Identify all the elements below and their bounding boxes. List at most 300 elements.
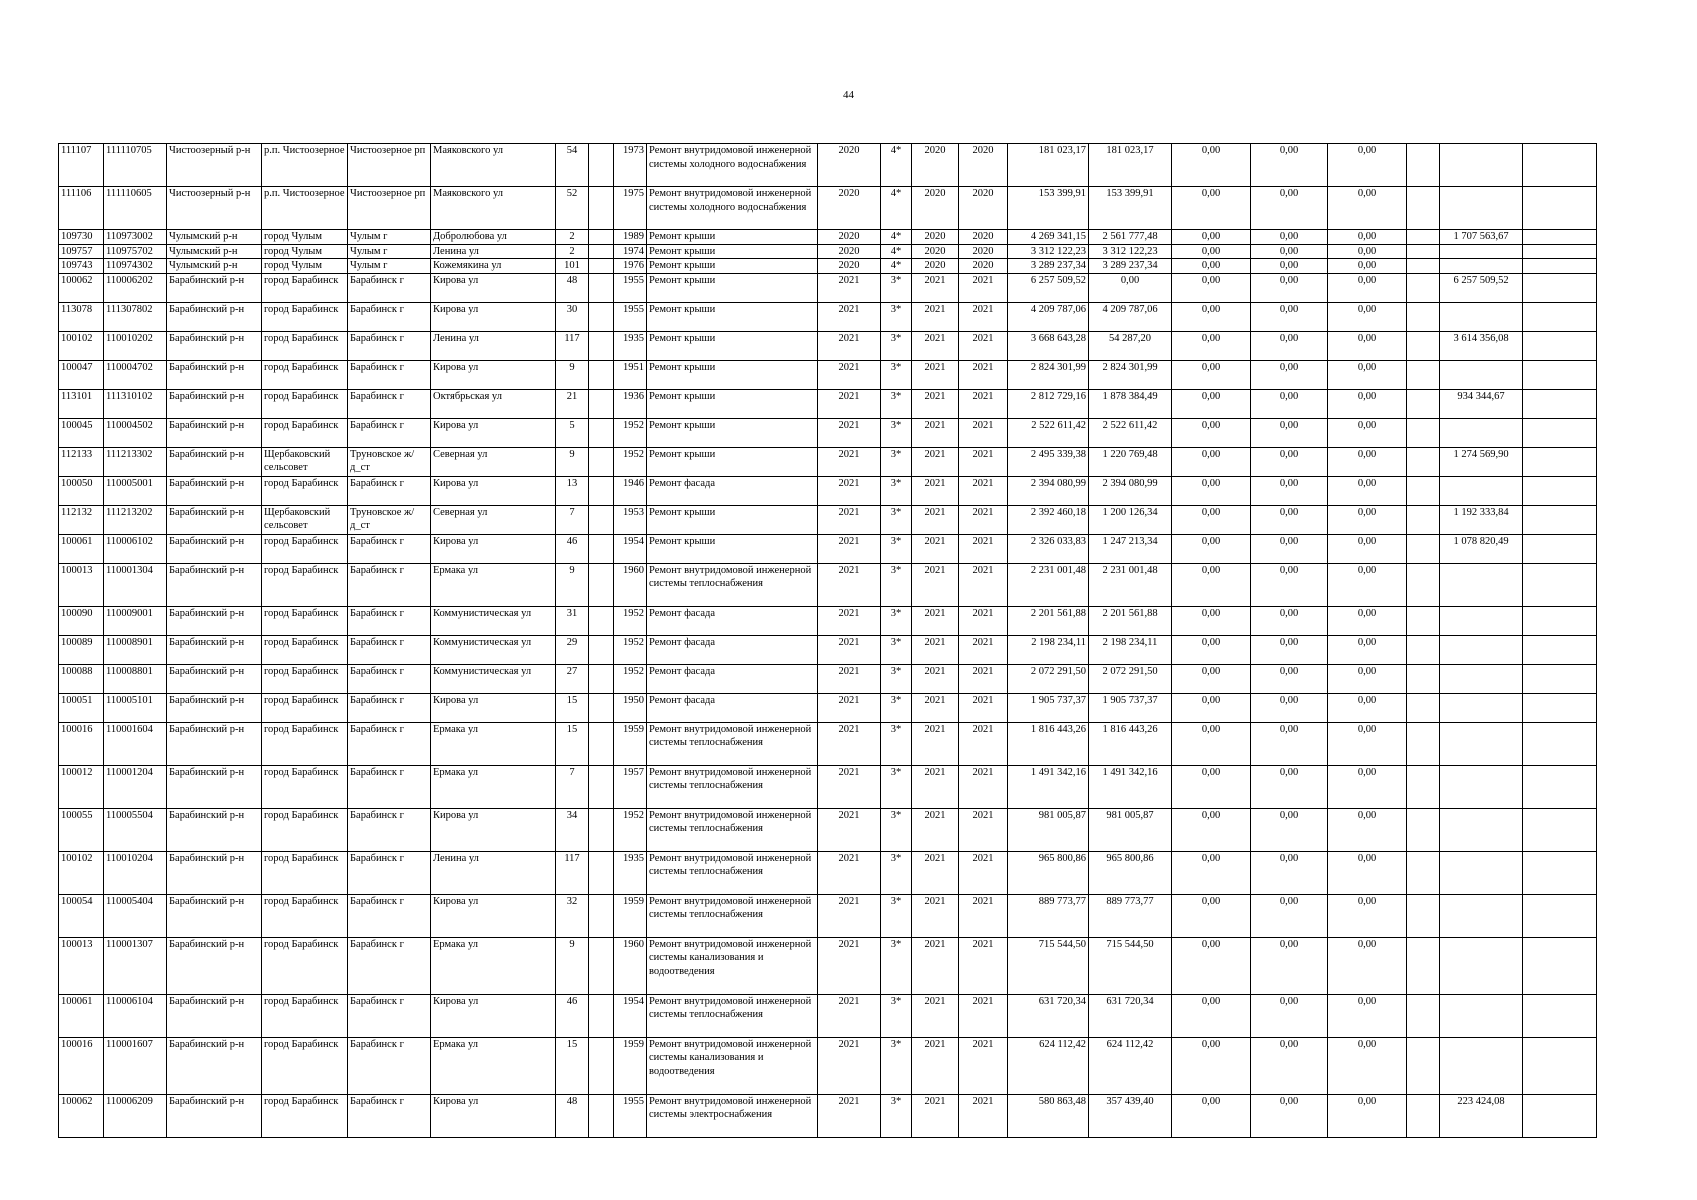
cell-blank-col bbox=[1407, 144, 1440, 187]
cell-budget-federal: 0,00 bbox=[1172, 722, 1251, 765]
cell-municipality: город Барабинск bbox=[262, 722, 348, 765]
cell-start-year: 2021 bbox=[912, 693, 959, 722]
cell-district: Барабинский р-н bbox=[167, 1094, 262, 1137]
cell-building bbox=[589, 994, 614, 1037]
cell-municipality: город Барабинск bbox=[262, 534, 348, 563]
cell-fund-cost: 2 072 291,50 bbox=[1089, 664, 1172, 693]
cell-locality: Барабинск г bbox=[348, 808, 431, 851]
cell-budget-federal: 0,00 bbox=[1172, 447, 1251, 476]
cell-work-type: Ремонт крыши bbox=[647, 302, 818, 331]
cell-total-cost: 2 231 001,48 bbox=[1008, 563, 1089, 606]
cell-building bbox=[589, 505, 614, 534]
cell-house-id: 109757 bbox=[59, 244, 104, 259]
cell-year-built: 1946 bbox=[614, 476, 647, 505]
cell-start-year: 2021 bbox=[912, 606, 959, 635]
cell-house-number: 5 bbox=[556, 418, 589, 447]
cell-year-built: 1950 bbox=[614, 693, 647, 722]
table-row bbox=[59, 534, 1597, 563]
cell-locality: Барабинск г bbox=[348, 693, 431, 722]
cell-budget-federal: 0,00 bbox=[1172, 244, 1251, 259]
cell-work-type: Ремонт внутридомовой инженерной системы канализования и водоотведения bbox=[647, 1037, 818, 1094]
cell-budget-regional: 0,00 bbox=[1251, 418, 1328, 447]
cell-owners-funds bbox=[1440, 808, 1523, 851]
cell-work-type: Ремонт фасада bbox=[647, 664, 818, 693]
cell-budget-regional: 0,00 bbox=[1251, 447, 1328, 476]
cell-street: Ленина ул bbox=[431, 244, 556, 259]
cell-municipality: город Барабинск bbox=[262, 563, 348, 606]
cell-work-type: Ремонт внутридомовой инженерной системы холодного водоснабжения bbox=[647, 187, 818, 230]
cell-house-number: 15 bbox=[556, 722, 589, 765]
cell-end-year: 2020 bbox=[959, 259, 1008, 274]
cell-district: Барабинский р-н bbox=[167, 476, 262, 505]
cell-budget-federal: 0,00 bbox=[1172, 994, 1251, 1037]
cell-total-cost: 3 668 643,28 bbox=[1008, 331, 1089, 360]
cell-blank-col bbox=[1407, 418, 1440, 447]
cell-blank-col-2 bbox=[1523, 259, 1597, 274]
cell-fund-cost: 153 399,91 bbox=[1089, 187, 1172, 230]
cell-blank-col bbox=[1407, 505, 1440, 534]
cell-start-year: 2020 bbox=[912, 259, 959, 274]
cell-end-year: 2021 bbox=[959, 808, 1008, 851]
cell-end-year: 2021 bbox=[959, 664, 1008, 693]
cell-house-id: 100062 bbox=[59, 273, 104, 302]
cell-work-type: Ремонт крыши bbox=[647, 244, 818, 259]
cell-budget-regional: 0,00 bbox=[1251, 693, 1328, 722]
cell-end-year: 2021 bbox=[959, 693, 1008, 722]
cell-start-year: 2020 bbox=[912, 230, 959, 245]
cell-house-number: 117 bbox=[556, 851, 589, 894]
cell-municipality: город Барабинск bbox=[262, 360, 348, 389]
cell-budget-regional: 0,00 bbox=[1251, 635, 1328, 664]
cell-owners-funds bbox=[1440, 894, 1523, 937]
cell-street: Маяковского ул bbox=[431, 144, 556, 187]
cell-blank-col bbox=[1407, 187, 1440, 230]
cell-house-number: 2 bbox=[556, 244, 589, 259]
cell-budget-regional: 0,00 bbox=[1251, 476, 1328, 505]
cell-owners-funds: 223 424,08 bbox=[1440, 1094, 1523, 1137]
cell-total-cost: 2 824 301,99 bbox=[1008, 360, 1089, 389]
cell-building bbox=[589, 808, 614, 851]
cell-budget-regional: 0,00 bbox=[1251, 534, 1328, 563]
cell-year-built: 1955 bbox=[614, 273, 647, 302]
cell-work-id: 110006209 bbox=[104, 1094, 167, 1137]
cell-budget-regional: 0,00 bbox=[1251, 389, 1328, 418]
cell-plan-year: 2021 bbox=[818, 994, 881, 1037]
cell-budget-regional: 0,00 bbox=[1251, 606, 1328, 635]
cell-total-cost: 889 773,77 bbox=[1008, 894, 1089, 937]
cell-budget-regional: 0,00 bbox=[1251, 230, 1328, 245]
cell-blank-col bbox=[1407, 851, 1440, 894]
cell-priority: 3* bbox=[881, 894, 912, 937]
cell-plan-year: 2021 bbox=[818, 389, 881, 418]
cell-district: Чулымский р-н bbox=[167, 244, 262, 259]
cell-street: Кирова ул bbox=[431, 476, 556, 505]
cell-plan-year: 2021 bbox=[818, 331, 881, 360]
cell-plan-year: 2020 bbox=[818, 187, 881, 230]
cell-street: Коммунистическая ул bbox=[431, 606, 556, 635]
cell-blank-col-2 bbox=[1523, 765, 1597, 808]
cell-total-cost: 3 289 237,34 bbox=[1008, 259, 1089, 274]
cell-priority: 3* bbox=[881, 563, 912, 606]
cell-budget-local: 0,00 bbox=[1328, 1037, 1407, 1094]
cell-plan-year: 2020 bbox=[818, 230, 881, 245]
cell-fund-cost: 2 394 080,99 bbox=[1089, 476, 1172, 505]
cell-blank-col bbox=[1407, 664, 1440, 693]
cell-year-built: 1952 bbox=[614, 808, 647, 851]
cell-house-id: 100088 bbox=[59, 664, 104, 693]
cell-municipality: город Барабинск bbox=[262, 331, 348, 360]
cell-priority: 3* bbox=[881, 447, 912, 476]
cell-budget-local: 0,00 bbox=[1328, 606, 1407, 635]
cell-budget-local: 0,00 bbox=[1328, 447, 1407, 476]
cell-municipality: р.п. Чистоозерное bbox=[262, 187, 348, 230]
cell-start-year: 2021 bbox=[912, 360, 959, 389]
cell-budget-federal: 0,00 bbox=[1172, 230, 1251, 245]
cell-house-id: 100012 bbox=[59, 765, 104, 808]
cell-plan-year: 2021 bbox=[818, 808, 881, 851]
cell-house-number: 31 bbox=[556, 606, 589, 635]
cell-house-id: 100016 bbox=[59, 722, 104, 765]
cell-owners-funds: 1 707 563,67 bbox=[1440, 230, 1523, 245]
cell-total-cost: 2 522 611,42 bbox=[1008, 418, 1089, 447]
cell-budget-local: 0,00 bbox=[1328, 808, 1407, 851]
cell-street: Кирова ул bbox=[431, 693, 556, 722]
cell-year-built: 1952 bbox=[614, 635, 647, 664]
cell-plan-year: 2021 bbox=[818, 1037, 881, 1094]
cell-district: Барабинский р-н bbox=[167, 360, 262, 389]
cell-work-id: 111213302 bbox=[104, 447, 167, 476]
cell-work-id: 110005404 bbox=[104, 894, 167, 937]
cell-work-id: 110010202 bbox=[104, 331, 167, 360]
cell-locality: Чулым г bbox=[348, 244, 431, 259]
cell-house-number: 21 bbox=[556, 389, 589, 418]
cell-year-built: 1936 bbox=[614, 389, 647, 418]
table-row bbox=[59, 937, 1597, 994]
cell-start-year: 2021 bbox=[912, 418, 959, 447]
cell-street: Ермака ул bbox=[431, 765, 556, 808]
cell-start-year: 2021 bbox=[912, 635, 959, 664]
cell-priority: 3* bbox=[881, 635, 912, 664]
cell-municipality: город Барабинск bbox=[262, 302, 348, 331]
cell-budget-federal: 0,00 bbox=[1172, 187, 1251, 230]
cell-district: Барабинский р-н bbox=[167, 937, 262, 994]
cell-house-number: 46 bbox=[556, 994, 589, 1037]
cell-start-year: 2021 bbox=[912, 765, 959, 808]
cell-street: Ермака ул bbox=[431, 937, 556, 994]
cell-budget-regional: 0,00 bbox=[1251, 894, 1328, 937]
cell-blank-col bbox=[1407, 230, 1440, 245]
cell-budget-local: 0,00 bbox=[1328, 693, 1407, 722]
cell-fund-cost: 2 522 611,42 bbox=[1089, 418, 1172, 447]
cell-owners-funds bbox=[1440, 259, 1523, 274]
cell-priority: 3* bbox=[881, 505, 912, 534]
cell-building bbox=[589, 563, 614, 606]
cell-work-id: 110006202 bbox=[104, 273, 167, 302]
cell-building bbox=[589, 389, 614, 418]
cell-plan-year: 2021 bbox=[818, 937, 881, 994]
cell-year-built: 1952 bbox=[614, 664, 647, 693]
cell-house-id: 100102 bbox=[59, 331, 104, 360]
cell-municipality: город Барабинск bbox=[262, 476, 348, 505]
cell-blank-col bbox=[1407, 894, 1440, 937]
cell-year-built: 1959 bbox=[614, 722, 647, 765]
cell-owners-funds bbox=[1440, 144, 1523, 187]
cell-municipality: город Барабинск bbox=[262, 894, 348, 937]
cell-priority: 3* bbox=[881, 808, 912, 851]
cell-plan-year: 2021 bbox=[818, 534, 881, 563]
cell-owners-funds bbox=[1440, 302, 1523, 331]
cell-budget-regional: 0,00 bbox=[1251, 331, 1328, 360]
cell-work-id: 110006102 bbox=[104, 534, 167, 563]
cell-work-type: Ремонт крыши bbox=[647, 360, 818, 389]
cell-priority: 3* bbox=[881, 418, 912, 447]
cell-budget-regional: 0,00 bbox=[1251, 144, 1328, 187]
table-row bbox=[59, 230, 1597, 245]
cell-fund-cost: 981 005,87 bbox=[1089, 808, 1172, 851]
cell-priority: 3* bbox=[881, 302, 912, 331]
cell-blank-col bbox=[1407, 722, 1440, 765]
cell-budget-federal: 0,00 bbox=[1172, 302, 1251, 331]
cell-blank-col bbox=[1407, 937, 1440, 994]
cell-blank-col-2 bbox=[1523, 360, 1597, 389]
cell-start-year: 2021 bbox=[912, 534, 959, 563]
cell-municipality: р.п. Чистоозерное bbox=[262, 144, 348, 187]
cell-municipality: город Барабинск bbox=[262, 1037, 348, 1094]
cell-blank-col bbox=[1407, 476, 1440, 505]
cell-work-id: 110008901 bbox=[104, 635, 167, 664]
cell-street: Кирова ул bbox=[431, 302, 556, 331]
cell-blank-col-2 bbox=[1523, 447, 1597, 476]
cell-owners-funds bbox=[1440, 693, 1523, 722]
cell-plan-year: 2021 bbox=[818, 418, 881, 447]
cell-fund-cost: 357 439,40 bbox=[1089, 1094, 1172, 1137]
cell-start-year: 2021 bbox=[912, 505, 959, 534]
cell-street: Северная ул bbox=[431, 447, 556, 476]
cell-house-id: 100047 bbox=[59, 360, 104, 389]
cell-district: Барабинский р-н bbox=[167, 808, 262, 851]
cell-budget-local: 0,00 bbox=[1328, 273, 1407, 302]
cell-locality: Барабинск г bbox=[348, 894, 431, 937]
cell-priority: 4* bbox=[881, 187, 912, 230]
cell-locality: Барабинск г bbox=[348, 418, 431, 447]
cell-budget-federal: 0,00 bbox=[1172, 331, 1251, 360]
cell-work-id: 110010204 bbox=[104, 851, 167, 894]
cell-start-year: 2020 bbox=[912, 244, 959, 259]
cell-fund-cost: 3 312 122,23 bbox=[1089, 244, 1172, 259]
cell-blank-col-2 bbox=[1523, 144, 1597, 187]
cell-municipality: город Чулым bbox=[262, 230, 348, 245]
cell-year-built: 1955 bbox=[614, 302, 647, 331]
cell-blank-col-2 bbox=[1523, 273, 1597, 302]
cell-work-id: 110001304 bbox=[104, 563, 167, 606]
cell-district: Барабинский р-н bbox=[167, 606, 262, 635]
cell-plan-year: 2020 bbox=[818, 259, 881, 274]
table-row bbox=[59, 389, 1597, 418]
cell-owners-funds bbox=[1440, 476, 1523, 505]
cell-year-built: 1954 bbox=[614, 534, 647, 563]
cell-budget-local: 0,00 bbox=[1328, 505, 1407, 534]
cell-end-year: 2021 bbox=[959, 1037, 1008, 1094]
cell-end-year: 2021 bbox=[959, 1094, 1008, 1137]
cell-work-id: 110975702 bbox=[104, 244, 167, 259]
cell-work-type: Ремонт внутридомовой инженерной системы канализования и водоотведения bbox=[647, 937, 818, 994]
cell-locality: Чулым г bbox=[348, 230, 431, 245]
cell-owners-funds bbox=[1440, 244, 1523, 259]
cell-blank-col bbox=[1407, 302, 1440, 331]
cell-street: Кирова ул bbox=[431, 418, 556, 447]
cell-house-id: 100102 bbox=[59, 851, 104, 894]
cell-year-built: 1974 bbox=[614, 244, 647, 259]
cell-total-cost: 2 201 561,88 bbox=[1008, 606, 1089, 635]
cell-house-id: 100062 bbox=[59, 1094, 104, 1137]
cell-budget-local: 0,00 bbox=[1328, 765, 1407, 808]
cell-work-type: Ремонт внутридомовой инженерной системы теплоснабжения bbox=[647, 894, 818, 937]
cell-house-number: 15 bbox=[556, 1037, 589, 1094]
cell-priority: 3* bbox=[881, 1094, 912, 1137]
cell-municipality: город Барабинск bbox=[262, 994, 348, 1037]
cell-street: Ленина ул bbox=[431, 331, 556, 360]
cell-district: Чулымский р-н bbox=[167, 230, 262, 245]
cell-blank-col-2 bbox=[1523, 664, 1597, 693]
cell-start-year: 2021 bbox=[912, 389, 959, 418]
cell-street: Коммунистическая ул bbox=[431, 664, 556, 693]
cell-owners-funds: 1 192 333,84 bbox=[1440, 505, 1523, 534]
table-row bbox=[59, 563, 1597, 606]
cell-building bbox=[589, 894, 614, 937]
cell-start-year: 2021 bbox=[912, 1037, 959, 1094]
cell-start-year: 2021 bbox=[912, 937, 959, 994]
cell-work-type: Ремонт крыши bbox=[647, 418, 818, 447]
cell-budget-federal: 0,00 bbox=[1172, 534, 1251, 563]
cell-house-id: 109730 bbox=[59, 230, 104, 245]
cell-district: Барабинский р-н bbox=[167, 1037, 262, 1094]
cell-street: Маяковского ул bbox=[431, 187, 556, 230]
cell-street: Ленина ул bbox=[431, 851, 556, 894]
cell-budget-regional: 0,00 bbox=[1251, 187, 1328, 230]
cell-owners-funds bbox=[1440, 606, 1523, 635]
cell-work-id: 110009001 bbox=[104, 606, 167, 635]
cell-work-id: 110005101 bbox=[104, 693, 167, 722]
cell-fund-cost: 54 287,20 bbox=[1089, 331, 1172, 360]
cell-building bbox=[589, 664, 614, 693]
cell-work-type: Ремонт крыши bbox=[647, 259, 818, 274]
cell-blank-col-2 bbox=[1523, 563, 1597, 606]
cell-house-id: 112133 bbox=[59, 447, 104, 476]
table-row bbox=[59, 635, 1597, 664]
cell-budget-regional: 0,00 bbox=[1251, 722, 1328, 765]
cell-priority: 3* bbox=[881, 1037, 912, 1094]
cell-owners-funds bbox=[1440, 765, 1523, 808]
cell-blank-col bbox=[1407, 563, 1440, 606]
cell-work-id: 110004702 bbox=[104, 360, 167, 389]
cell-house-number: 52 bbox=[556, 187, 589, 230]
cell-fund-cost: 631 720,34 bbox=[1089, 994, 1172, 1037]
cell-end-year: 2021 bbox=[959, 447, 1008, 476]
cell-locality: Барабинск г bbox=[348, 765, 431, 808]
cell-building bbox=[589, 187, 614, 230]
cell-budget-local: 0,00 bbox=[1328, 331, 1407, 360]
cell-municipality: город Чулым bbox=[262, 244, 348, 259]
cell-blank-col bbox=[1407, 765, 1440, 808]
cell-municipality: Щербаковский сельсовет bbox=[262, 505, 348, 534]
cell-locality: Барабинск г bbox=[348, 534, 431, 563]
cell-fund-cost: 0,00 bbox=[1089, 273, 1172, 302]
cell-total-cost: 965 800,86 bbox=[1008, 851, 1089, 894]
cell-building bbox=[589, 606, 614, 635]
cell-work-type: Ремонт крыши bbox=[647, 273, 818, 302]
cell-house-id: 100013 bbox=[59, 563, 104, 606]
cell-end-year: 2021 bbox=[959, 894, 1008, 937]
cell-blank-col-2 bbox=[1523, 244, 1597, 259]
cell-plan-year: 2021 bbox=[818, 447, 881, 476]
cell-budget-regional: 0,00 bbox=[1251, 505, 1328, 534]
table-row bbox=[59, 447, 1597, 476]
cell-budget-regional: 0,00 bbox=[1251, 360, 1328, 389]
cell-plan-year: 2021 bbox=[818, 302, 881, 331]
cell-house-id: 100055 bbox=[59, 808, 104, 851]
cell-house-number: 117 bbox=[556, 331, 589, 360]
cell-blank-col bbox=[1407, 534, 1440, 563]
cell-start-year: 2021 bbox=[912, 331, 959, 360]
cell-fund-cost: 2 201 561,88 bbox=[1089, 606, 1172, 635]
cell-end-year: 2021 bbox=[959, 606, 1008, 635]
cell-budget-federal: 0,00 bbox=[1172, 693, 1251, 722]
table-row bbox=[59, 331, 1597, 360]
cell-budget-local: 0,00 bbox=[1328, 389, 1407, 418]
cell-house-number: 9 bbox=[556, 447, 589, 476]
cell-budget-federal: 0,00 bbox=[1172, 505, 1251, 534]
cell-house-id: 100054 bbox=[59, 894, 104, 937]
cell-total-cost: 580 863,48 bbox=[1008, 1094, 1089, 1137]
cell-blank-col bbox=[1407, 259, 1440, 274]
cell-end-year: 2021 bbox=[959, 851, 1008, 894]
cell-work-id: 110001607 bbox=[104, 1037, 167, 1094]
cell-work-id: 111310102 bbox=[104, 389, 167, 418]
cell-start-year: 2020 bbox=[912, 187, 959, 230]
cell-year-built: 1960 bbox=[614, 937, 647, 994]
cell-district: Барабинский р-н bbox=[167, 534, 262, 563]
cell-fund-cost: 1 816 443,26 bbox=[1089, 722, 1172, 765]
cell-blank-col bbox=[1407, 273, 1440, 302]
cell-work-type: Ремонт крыши bbox=[647, 534, 818, 563]
cell-district: Барабинский р-н bbox=[167, 722, 262, 765]
cell-street: Кирова ул bbox=[431, 273, 556, 302]
cell-total-cost: 2 072 291,50 bbox=[1008, 664, 1089, 693]
cell-start-year: 2020 bbox=[912, 144, 959, 187]
cell-budget-local: 0,00 bbox=[1328, 994, 1407, 1037]
cell-plan-year: 2021 bbox=[818, 606, 881, 635]
cell-plan-year: 2021 bbox=[818, 664, 881, 693]
cell-municipality: город Барабинск bbox=[262, 664, 348, 693]
cell-house-id: 100013 bbox=[59, 937, 104, 994]
cell-year-built: 1976 bbox=[614, 259, 647, 274]
cell-budget-federal: 0,00 bbox=[1172, 808, 1251, 851]
cell-municipality: город Барабинск bbox=[262, 1094, 348, 1137]
cell-building bbox=[589, 360, 614, 389]
table-row bbox=[59, 808, 1597, 851]
cell-blank-col-2 bbox=[1523, 894, 1597, 937]
cell-budget-regional: 0,00 bbox=[1251, 1037, 1328, 1094]
cell-owners-funds: 1 274 569,90 bbox=[1440, 447, 1523, 476]
cell-locality: Барабинск г bbox=[348, 635, 431, 664]
cell-year-built: 1953 bbox=[614, 505, 647, 534]
cell-locality: Барабинск г bbox=[348, 331, 431, 360]
cell-budget-local: 0,00 bbox=[1328, 244, 1407, 259]
cell-start-year: 2021 bbox=[912, 722, 959, 765]
cell-district: Чистоозерный р-н bbox=[167, 187, 262, 230]
cell-year-built: 1951 bbox=[614, 360, 647, 389]
cell-municipality: город Барабинск bbox=[262, 693, 348, 722]
